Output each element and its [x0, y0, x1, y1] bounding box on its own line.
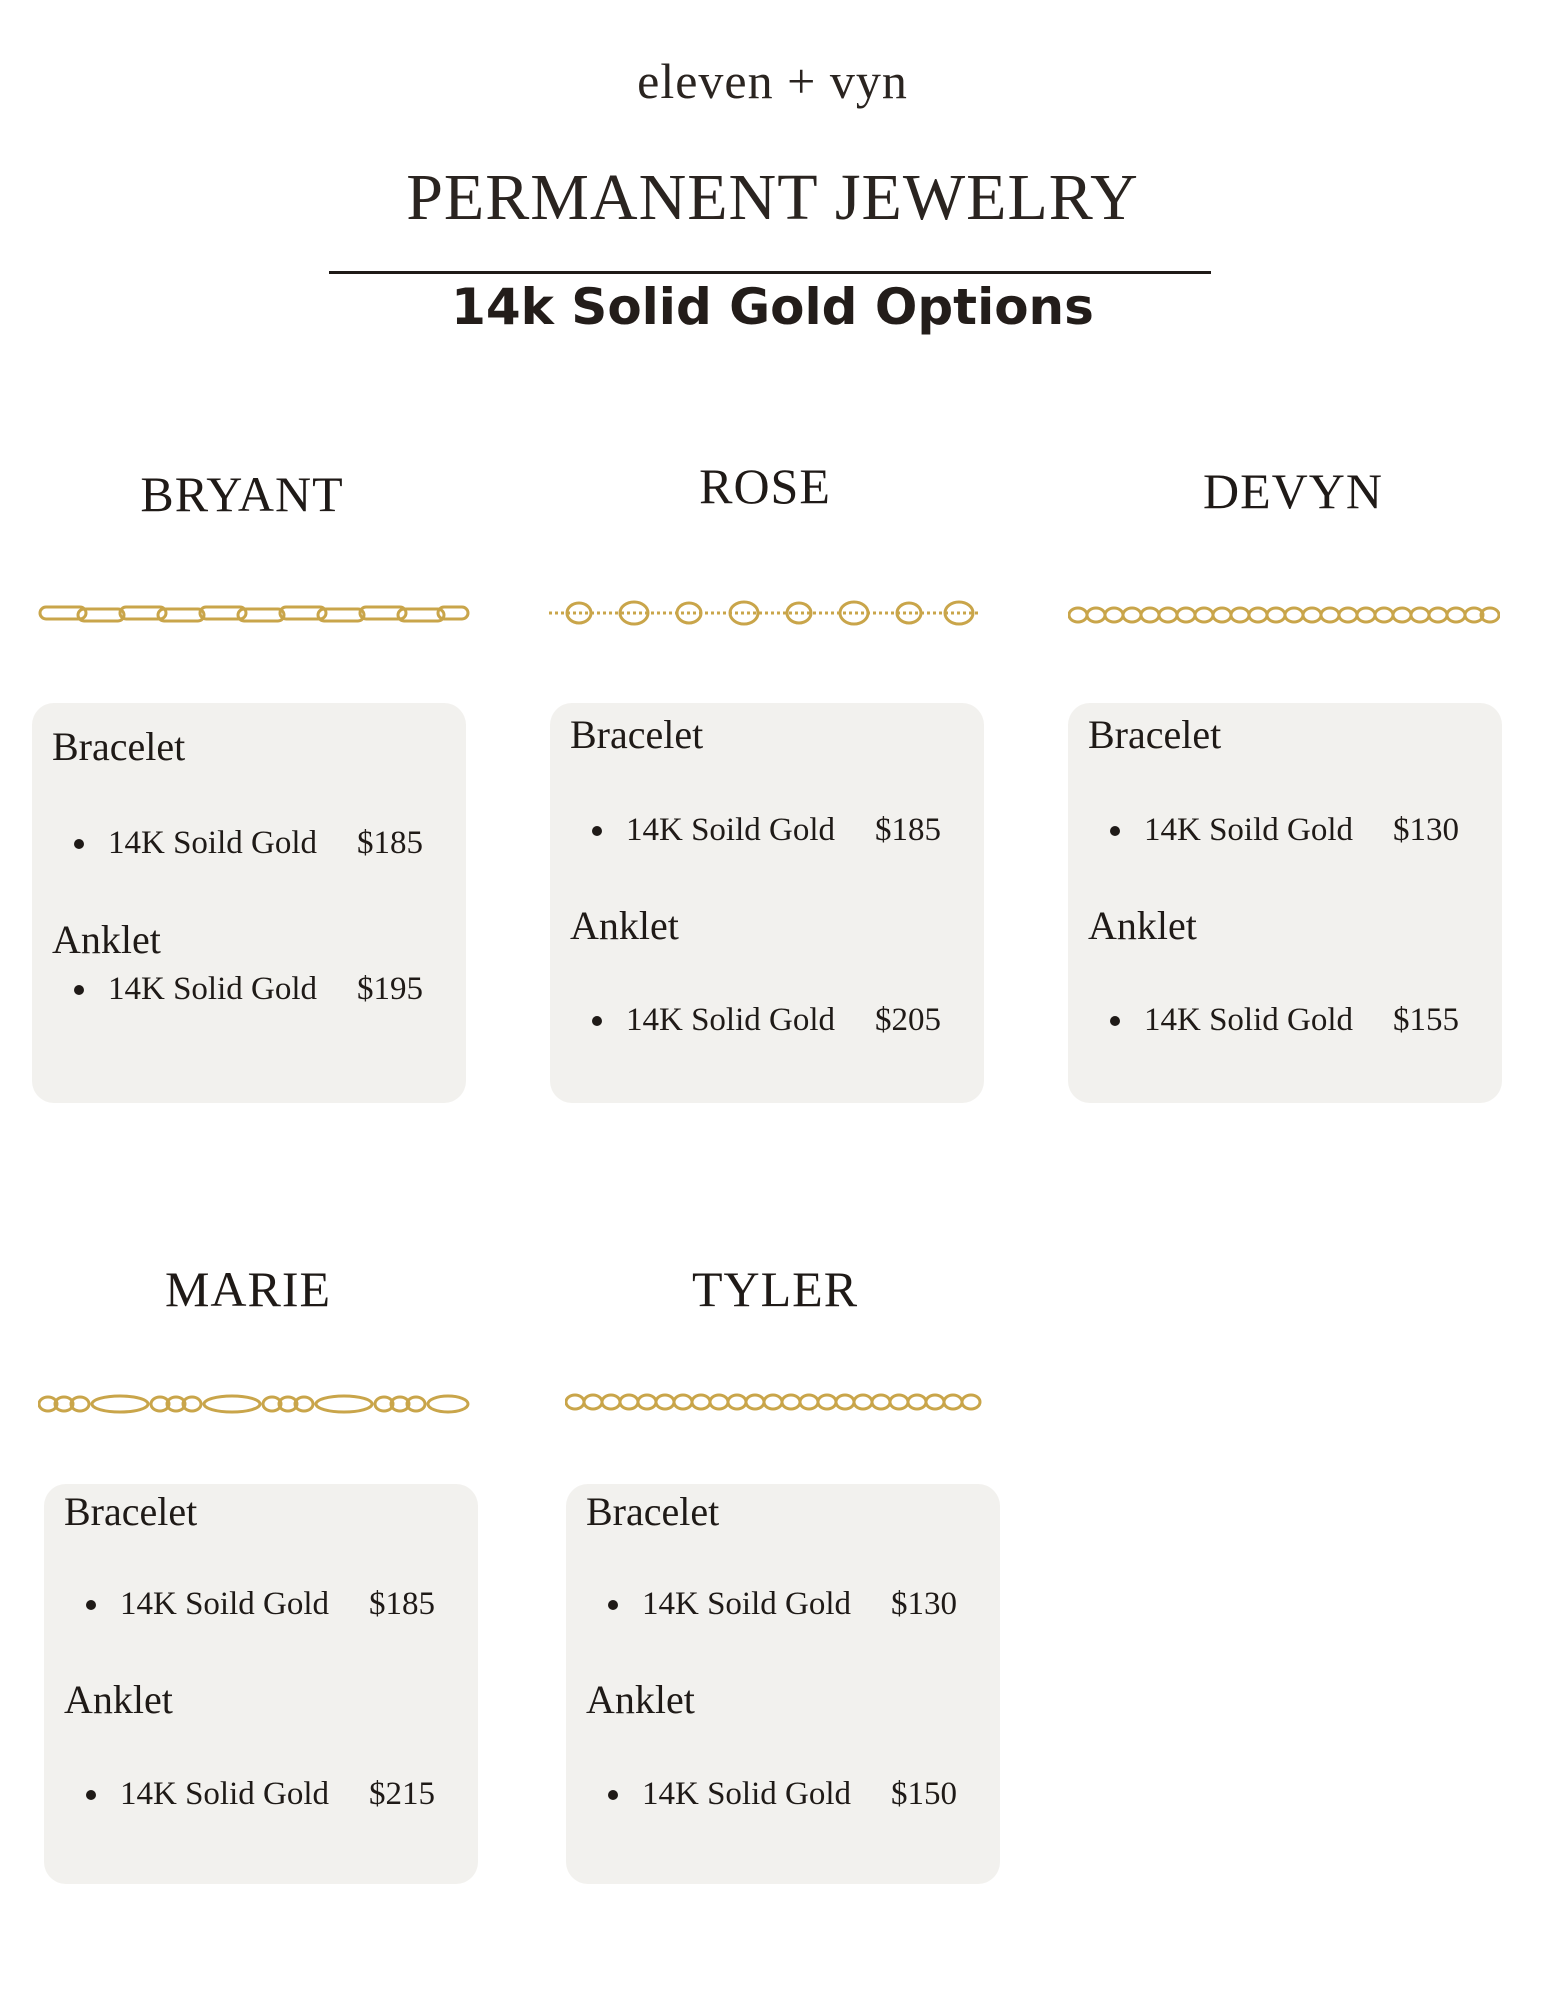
bullet-icon — [86, 1790, 96, 1800]
anklet-option — [566, 1776, 1000, 1816]
price-card-marie — [44, 1484, 478, 1884]
bracelet-heading: Bracelet — [64, 1489, 198, 1534]
option-price: $185 — [357, 825, 423, 861]
bracelet-heading: Bracelet — [1088, 712, 1222, 757]
option-material: 14K Solid Gold — [120, 1776, 330, 1812]
price-card-tyler — [566, 1484, 1000, 1884]
bullet-icon — [86, 1600, 96, 1610]
option-material: 14K Solid Gold — [108, 971, 318, 1007]
anklet-heading: Anklet — [64, 1677, 173, 1722]
bullet-icon — [74, 839, 84, 849]
option-price: $130 — [891, 1586, 957, 1622]
option-price: $155 — [1393, 1002, 1459, 1038]
option-material: 14K Solid Gold — [1144, 1002, 1354, 1038]
bracelet-option — [550, 812, 984, 852]
chain-name-bryant: BRYANT — [140, 466, 344, 522]
option-price: $185 — [369, 1586, 435, 1622]
bullet-icon — [592, 1016, 602, 1026]
option-price: $150 — [891, 1776, 957, 1812]
bracelet-option — [44, 1586, 478, 1626]
anklet-heading: Anklet — [570, 903, 679, 948]
option-material: 14K Soild Gold — [120, 1586, 330, 1622]
anklet-option — [550, 1002, 984, 1042]
option-material: 14K Solid Gold — [626, 1002, 836, 1038]
bullet-icon — [74, 985, 84, 995]
textured-oval-chain-image — [549, 593, 981, 633]
bracelet-heading: Bracelet — [52, 724, 186, 769]
option-material: 14K Soild Gold — [626, 812, 836, 848]
option-price: $130 — [1393, 812, 1459, 848]
chain-name-marie: MARIE — [164, 1261, 332, 1317]
price-card-bryant — [32, 703, 466, 1103]
option-price: $215 — [369, 1776, 435, 1812]
option-material: 14K Soild Gold — [108, 825, 318, 861]
title-divider — [329, 271, 1211, 274]
option-material: 14K Soild Gold — [642, 1586, 852, 1622]
bullet-icon — [592, 826, 602, 836]
chain-name-rose: ROSE — [699, 458, 831, 514]
option-material: 14K Solid Gold — [642, 1776, 852, 1812]
small-cable-chain-image — [565, 1382, 985, 1422]
bracelet-heading: Bracelet — [586, 1489, 720, 1534]
bracelet-heading: Bracelet — [570, 712, 704, 757]
page-title: PERMANENT JEWELRY — [406, 161, 1139, 234]
chain-name-tyler: TYLER — [691, 1261, 859, 1317]
bracelet-option — [32, 825, 466, 865]
anklet-option — [32, 971, 466, 1011]
anklet-heading: Anklet — [1088, 903, 1197, 948]
chain-name-devyn: DEVYN — [1203, 463, 1383, 519]
anklet-heading: Anklet — [52, 917, 161, 962]
option-price: $185 — [875, 812, 941, 848]
bracelet-option — [566, 1586, 1000, 1626]
option-price: $195 — [357, 971, 423, 1007]
price-card-devyn — [1068, 703, 1502, 1103]
bullet-icon — [608, 1790, 618, 1800]
cable-chain-image — [1068, 595, 1500, 635]
paperclip-chain-image — [38, 595, 470, 635]
bullet-icon — [1110, 826, 1120, 836]
anklet-heading: Anklet — [586, 1677, 695, 1722]
anklet-option — [1068, 1002, 1502, 1042]
anklet-option — [44, 1776, 478, 1816]
option-price: $205 — [875, 1002, 941, 1038]
figaro-chain-image — [38, 1384, 470, 1424]
page-subtitle: 14k Solid Gold Options — [451, 278, 1094, 336]
bullet-icon — [1110, 1016, 1120, 1026]
bracelet-option — [1068, 812, 1502, 852]
bullet-icon — [608, 1600, 618, 1610]
brand-name: eleven + vyn — [637, 53, 908, 109]
option-material: 14K Soild Gold — [1144, 812, 1354, 848]
price-card-rose — [550, 703, 984, 1103]
